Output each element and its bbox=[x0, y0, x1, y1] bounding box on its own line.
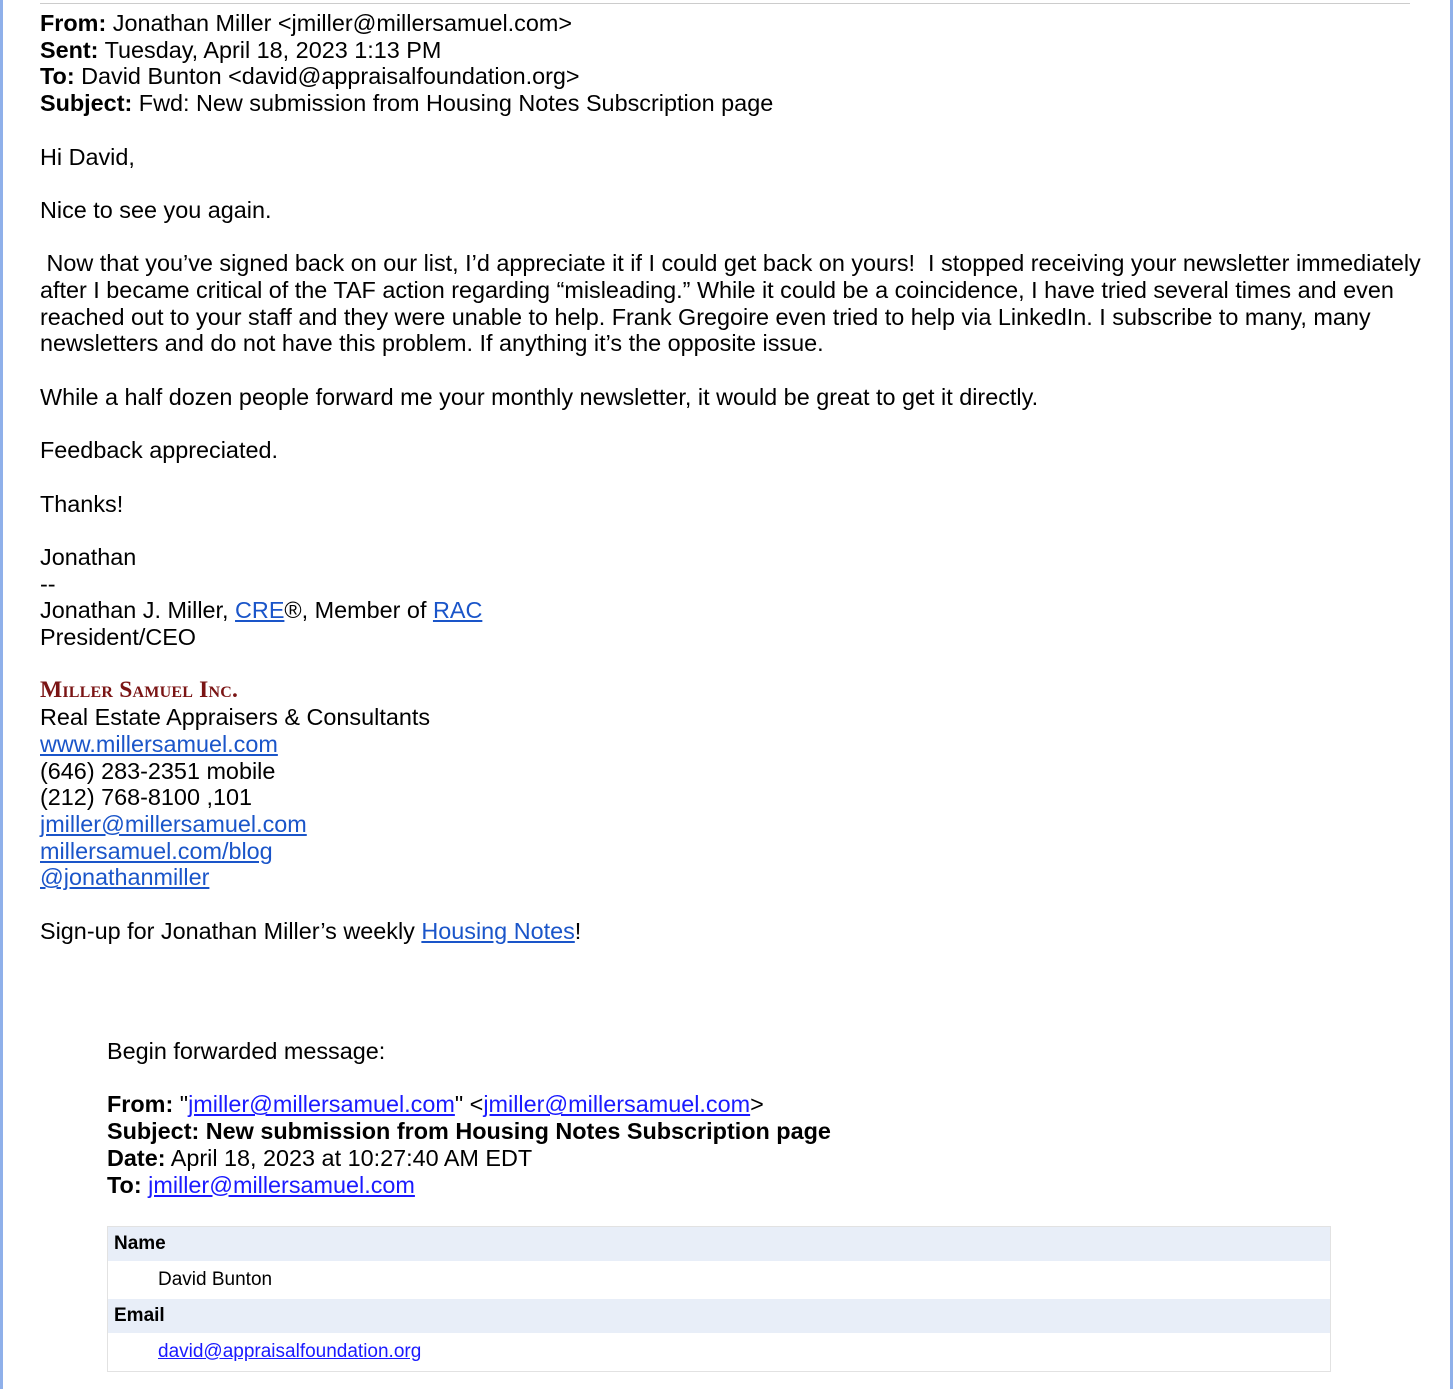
signature-name: Jonathan J. Miller, bbox=[40, 597, 236, 624]
quote-open: " bbox=[173, 1091, 189, 1118]
signup-text: Sign-up for Jonathan Miller’s weekly bbox=[40, 917, 422, 944]
sent-value: Tuesday, April 18, 2023 1:13 PM bbox=[104, 36, 442, 63]
header-sent-row bbox=[40, 37, 1430, 64]
forward-date-label: Date: bbox=[107, 1144, 166, 1171]
paragraph-1: Nice to see you again. bbox=[40, 196, 272, 223]
from-value: Jonathan Miller <jmiller@millersamuel.com> bbox=[112, 10, 572, 36]
header-to-row bbox=[40, 63, 1430, 90]
email-header bbox=[40, 10, 1430, 117]
office-phone: (212) 768-8100 ,101 bbox=[40, 784, 252, 811]
window-right-border bbox=[1450, 0, 1453, 1389]
forward-subject-value: New submission from Housing Notes Subscription page bbox=[205, 1118, 831, 1145]
housing-notes-link[interactable]: Housing Notes bbox=[421, 917, 575, 944]
forward-from-name-link[interactable]: jmiller@millersamuel.com bbox=[188, 1091, 455, 1118]
sent-label: Sent: bbox=[40, 36, 99, 63]
forward-to-link[interactable]: jmiller@millersamuel.com bbox=[148, 1171, 415, 1198]
paragraph-2: Now that you’ve signed back on our list, I’d appreciate it if I could get back on yours! I stopped receiving your newsletter immediately after I became critical of the TAF action regarding “misleading.” While it could be a coincidence, I have tried several times and even reached out to your staff and they were unable to help. Frank Gregoire even tried to help via LinkedIn. I subscribe to many, many newsletters and do not have this problem. If anything it’s the opposite issue. bbox=[40, 250, 1428, 357]
subject-value: Fwd: New submission from Housing Notes Subscription page bbox=[138, 90, 774, 117]
paragraph-3: While a half dozen people forward me your monthly newsletter, it would be great to get it directly. bbox=[40, 383, 1039, 410]
header-from-row bbox=[40, 10, 1430, 37]
paragraph-4: Feedback appreciated. bbox=[40, 437, 278, 464]
to-value: David Bunton <david@appraisalfoundation.org> bbox=[81, 63, 580, 90]
header-subject-row bbox=[40, 90, 1430, 117]
company-logo: Miller Samuel Inc. bbox=[40, 677, 239, 704]
signature-name-line bbox=[40, 597, 1430, 624]
signature-title: President/CEO bbox=[40, 624, 197, 651]
signup-suffix: ! bbox=[574, 917, 582, 944]
forward-to-row bbox=[107, 1172, 1337, 1199]
greeting: Hi David, bbox=[40, 143, 135, 170]
email-body bbox=[40, 10, 1430, 944]
forward-to-label: To: bbox=[107, 1171, 142, 1198]
email-link[interactable]: jmiller@millersamuel.com bbox=[40, 810, 307, 837]
email-field-value-row bbox=[108, 1333, 1330, 1371]
forwarded-message bbox=[107, 1038, 1337, 1198]
to-label: To: bbox=[40, 63, 75, 90]
submitted-email-link[interactable]: david@appraisalfoundation.org bbox=[158, 1341, 422, 1362]
company-tagline: Real Estate Appraisers & Consultants bbox=[40, 704, 431, 731]
forward-subject-label: Subject: bbox=[107, 1118, 200, 1145]
forward-from-row bbox=[107, 1091, 1337, 1118]
from-label: From: bbox=[40, 10, 107, 36]
forward-intro: Begin forwarded message: bbox=[107, 1038, 386, 1064]
mobile-phone: (646) 283-2351 mobile bbox=[40, 757, 276, 784]
signoff: Jonathan bbox=[40, 543, 137, 570]
signature-separator: -- bbox=[40, 570, 56, 597]
cre-link[interactable]: CRE bbox=[235, 597, 285, 624]
submission-table bbox=[107, 1226, 1331, 1372]
name-field-label: Name bbox=[108, 1227, 1330, 1261]
forward-from-email-link[interactable]: jmiller@millersamuel.com bbox=[483, 1091, 751, 1118]
name-field-value: David Bunton bbox=[108, 1261, 1330, 1299]
twitter-link[interactable]: @jonathanmiller bbox=[40, 864, 210, 891]
website-link[interactable]: www.millersamuel.com bbox=[40, 730, 278, 757]
rac-link[interactable]: RAC bbox=[432, 597, 483, 624]
forward-date-row bbox=[107, 1145, 1337, 1172]
paragraph-5: Thanks! bbox=[40, 490, 124, 517]
blog-link[interactable]: millersamuel.com/blog bbox=[40, 837, 273, 864]
subject-label: Subject: bbox=[40, 90, 133, 117]
forward-date-value: April 18, 2023 at 10:27:40 AM EDT bbox=[170, 1144, 533, 1171]
email-field-label: Email bbox=[108, 1299, 1330, 1333]
window-left-border bbox=[0, 0, 3, 1389]
signup-line bbox=[40, 918, 1430, 945]
forward-from-label: From: bbox=[107, 1091, 174, 1118]
angle-close: > bbox=[750, 1091, 764, 1118]
signature-member-text: ®, Member of bbox=[284, 597, 433, 624]
header-divider bbox=[40, 3, 1410, 4]
quote-close: " < bbox=[454, 1091, 484, 1118]
forward-subject-row bbox=[107, 1118, 1337, 1145]
